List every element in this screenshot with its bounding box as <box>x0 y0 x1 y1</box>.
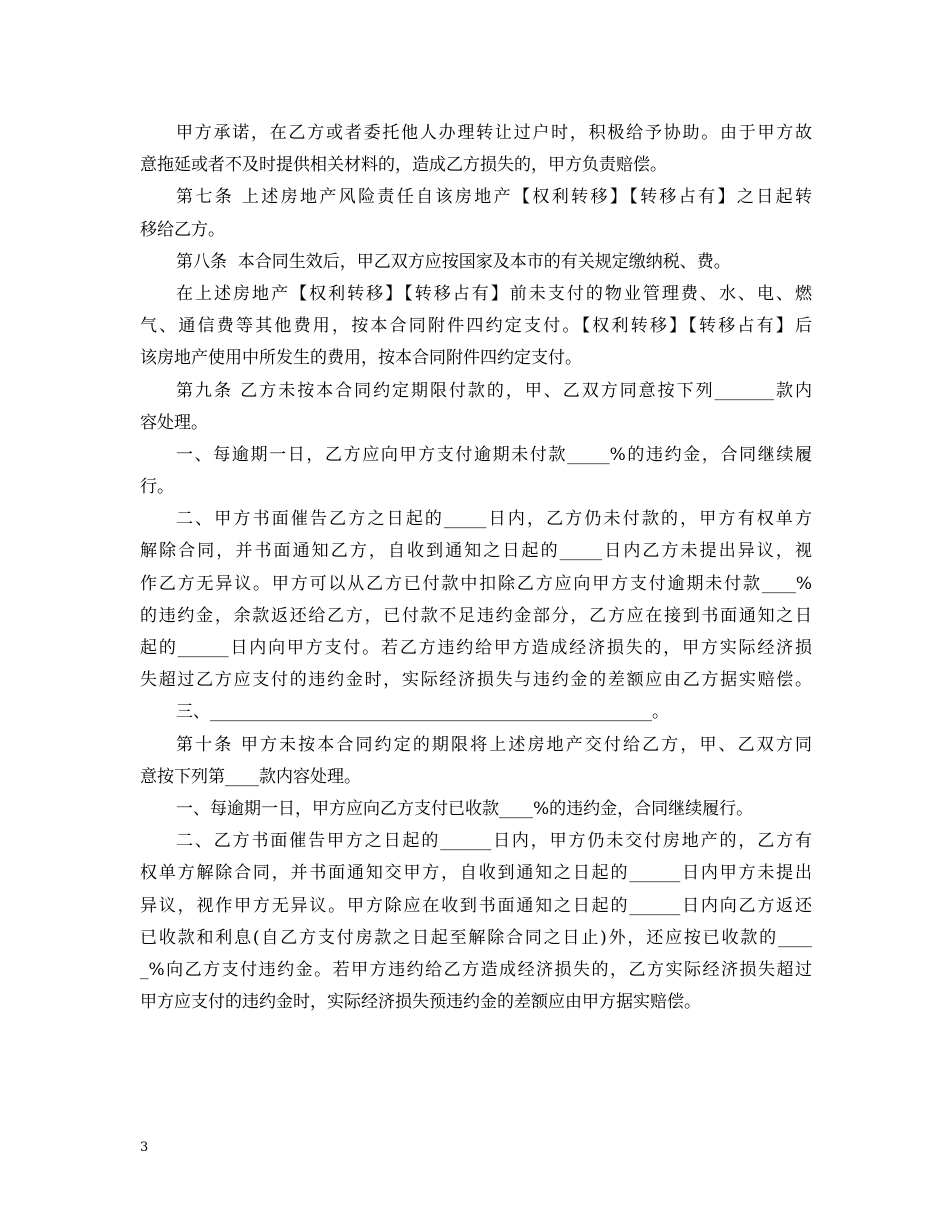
text-line: 甲方应支付的违约金时，实际经济损失预违约金的差额应由甲方据实赔偿。 <box>140 992 701 1013</box>
text-line: _%向乙方支付违约金。若甲方违约给乙方造成经济损失的，乙方实际经济损失超过 <box>140 959 812 980</box>
text-line: 在上述房地产【权利转移】【转移占有】前未支付的物业管理费、水、电、燃 <box>176 283 812 304</box>
text-line: 一、每逾期一日，乙方应向甲方支付逾期未付款_____%的违约金，合同继续履 <box>176 444 812 465</box>
text-line: 解除合同，并书面通知乙方，自收到通知之日起的_____日内乙方未提出异议，视 <box>140 541 812 562</box>
text-line: 容处理。 <box>140 412 208 433</box>
text-line: 行。 <box>140 477 174 498</box>
text-line: 该房地产使用中所发生的费用，按本合同附件四约定支付。 <box>140 348 582 369</box>
text-line: 气、通信费等其他费用，按本合同附件四约定支付。【权利转移】【转移占有】后 <box>140 316 812 337</box>
text-line: 失超过乙方应支付的违约金时，实际经济损失与违约金的差额应由乙方据实赔偿。 <box>140 670 812 691</box>
text-line: 移给乙方。 <box>140 219 225 240</box>
text-line: 二、乙方书面催告甲方之日起的______日内，甲方仍未交付房地产的，乙方有 <box>176 831 812 852</box>
document-body <box>140 117 812 1018</box>
text-line: 起的______日内向甲方支付。若乙方违约给甲方造成经济损失的，甲方实际经济损 <box>140 638 812 658</box>
text-line: 第十条 甲方未按本合同约定的期限将上述房地产交付给乙方，甲、乙双方同 <box>176 734 812 755</box>
text-line: 意拖延或者不及时提供相关材料的，造成乙方损失的，甲方负责赔偿。 <box>140 155 667 176</box>
text-line: 的违约金，余款返还给乙方，已付款不足违约金部分，乙方应在接到书面通知之日 <box>140 605 812 626</box>
text-line: 三、____________________________________________________。 <box>176 702 669 723</box>
page-number: 3 <box>140 1140 149 1155</box>
text-line: 第八条 本合同生效后，甲乙双方应按国家及本市的有关规定缴纳税、费。 <box>176 251 731 272</box>
text-line: 二、甲方书面催告乙方之日起的_____日内，乙方仍未付款的，甲方有权单方 <box>176 509 812 530</box>
text-line: 一、每逾期一日，甲方应向乙方支付已收款____%的违约金，合同继续履行。 <box>176 798 754 819</box>
text-line: 甲方承诺，在乙方或者委托他人办理转让过户时，积极给予协助。由于甲方故 <box>176 123 812 143</box>
text-line: 作乙方无异议。甲方可以从乙方已付款中扣除乙方应向甲方支付逾期未付款____% <box>140 573 812 594</box>
text-line: 意按下列第____款内容处理。 <box>140 766 361 787</box>
text-line: 已收款和利息(自乙方支付房款之日起至解除合同之日止)外，还应按已收款的____ <box>140 927 812 948</box>
text-line: 权单方解除合同，并书面通知交甲方，自收到通知之日起的______日内甲方未提出 <box>140 863 812 884</box>
text-line: 第九条 乙方未按本合同约定期限付款的，甲、乙双方同意按下列_______款内 <box>176 380 812 401</box>
text-line: 异议，视作甲方无异议。甲方除应在收到书面通知之日起的______日内向乙方返还 <box>140 895 812 916</box>
text-line: 第七条 上述房地产风险责任自该房地产【权利转移】【转移占有】之日起转 <box>176 187 812 208</box>
